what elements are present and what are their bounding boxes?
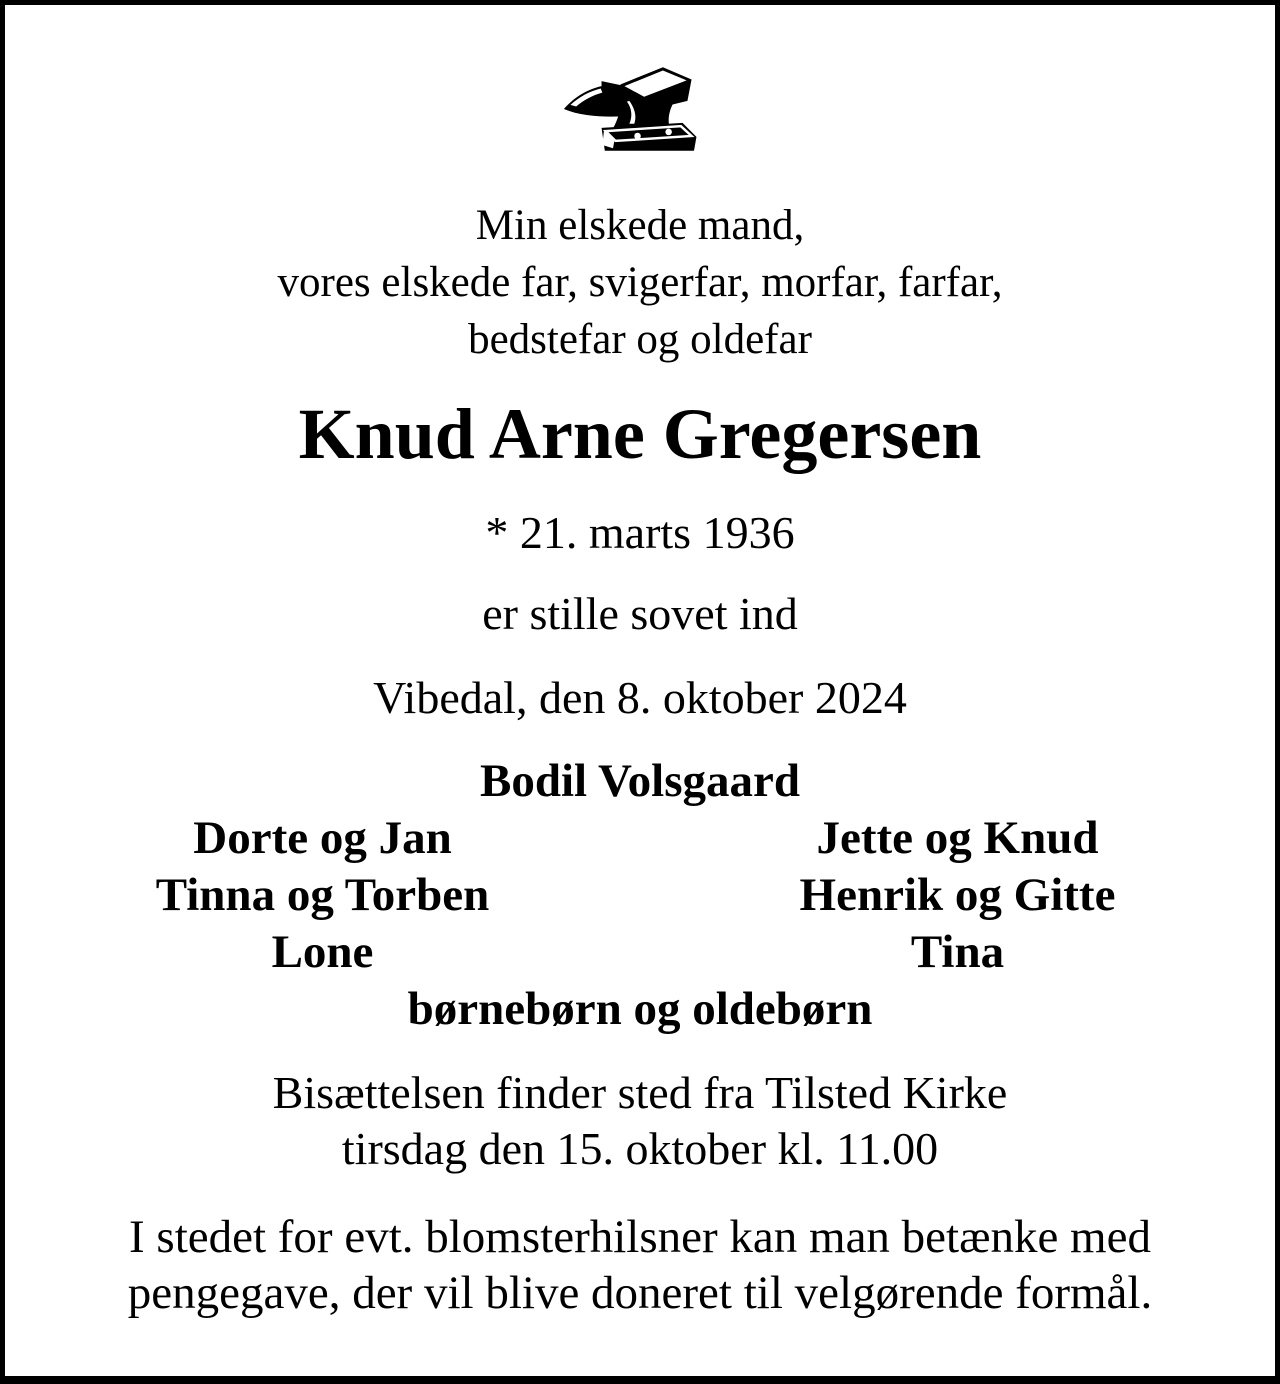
donation-block [5,1209,1275,1321]
intro-line: Min elskede mand, [475,202,805,249]
family-member: Tinna og Torben [155,869,490,921]
intro-line: vores elskede far, svigerfar, morfar, farfar, [277,259,1003,306]
donation-line: I stedet for evt. blomsterhilsner kan man betænke med [129,1211,1151,1263]
birth-date: * 21. marts 1936 [485,507,795,558]
family-member: Lone [271,926,374,978]
ceremony-line: Bisættelsen finder sted fra Tilsted Kirke [272,1067,1008,1118]
death-phrase: er stille sovet ind [482,588,798,639]
family-columns [5,810,1275,981]
family-member: Henrik og Gitte [799,869,1116,921]
family-member: Jette og Knud [816,812,1099,864]
ceremony-line: tirsdag den 15. oktober kl. 11.00 [341,1123,939,1174]
anvil-icon [550,51,730,167]
spouse-name: Bodil Volsgaard [480,755,800,807]
donation-line: pengegave, der vil blive doneret til velgørende formål. [127,1267,1153,1319]
family-member: Tina [910,926,1005,978]
family-block [5,753,1275,1038]
intro-block [5,197,1275,368]
intro-line: bedstefar og oldefar [468,316,812,363]
place-and-date: Vibedal, den 8. oktober 2024 [373,672,907,723]
deceased-name: Knud Arne Gregersen [298,394,982,474]
family-column-left [5,810,640,981]
ceremony-block [5,1065,1275,1177]
family-column-right [640,810,1275,981]
grandchildren-line: børnebørn og oldebørn [407,983,873,1035]
family-member: Dorte og Jan [193,812,452,864]
